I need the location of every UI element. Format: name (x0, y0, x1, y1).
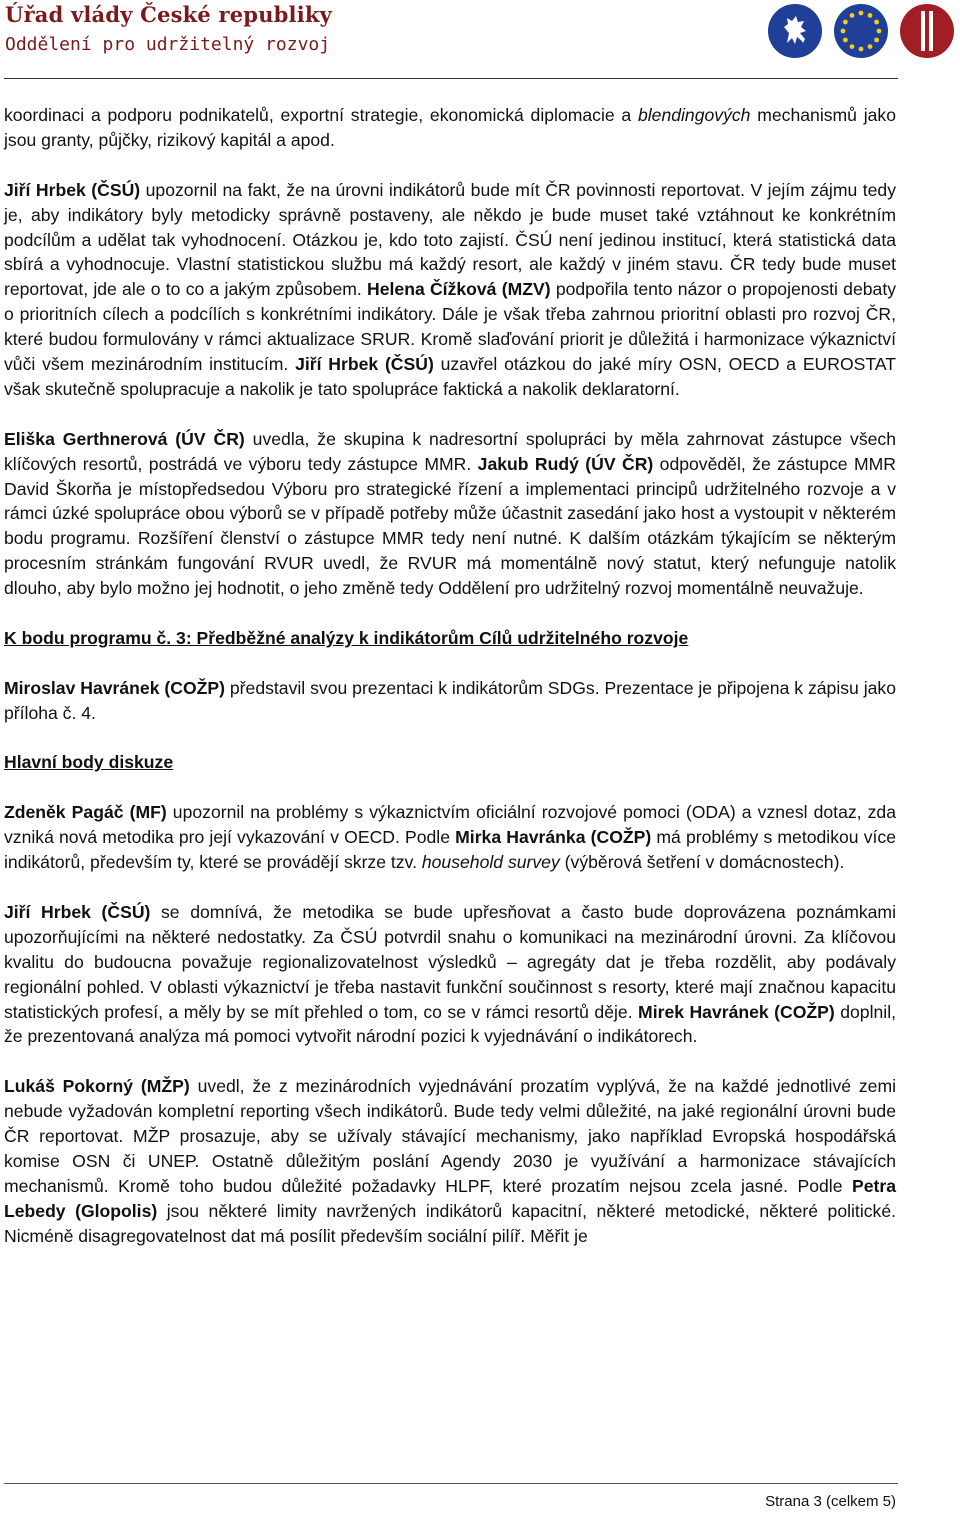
red-round-emblem-icon (899, 3, 955, 59)
paragraph: Eliška Gerthnerová (ÚV ČR) uvedla, že skupina k nadresortní spolupráci by měla zahrnovat zástupce všech klíčových resortů, postrádá ve výboru tedy zástupce MMR. Jakub Rudý (ÚV ČR) odpověděl, že zástupce MMR David Škorňa je místopředsedou Výboru pro strategické řízení a implementaci principů udržitelného rozvoje a v rámci úzké spolupráce obou výborů se v případě potřeby může účastnit zasedání jako host a vystoupit v některém bodu programu. Rozšíření členství o zástupce MMR tedy není nutné. K dalším otázkám týkajícím se některým procesním stránkám fungování RVUR uvedl, že RVUR má momentálně nový statut, který nefunguje natolik dlouho, aby bylo možno jej hodnotit, o jeho změně tedy Oddělení pro udržitelný rozvoj momentálně neuvažuje. (4, 428, 897, 599)
paragraph: Jiří Hrbek (ČSÚ) upozornil na fakt, že na úrovni indikátorů bude mít ČR povinnosti reportovat. V jejím zájmu tedy je, aby indikátory byly metodicky správně postaveny, ale někdo je bude muset také vztáhnout ke konkrétním podcílům a udělat tak vyhodnocení. Otázkou je, kdo toto zajistí. ČSÚ není jedinou institucí, která statistická data sbírá a vyhodnocuje. Vlastní statistickou službu má každý resort, ale každý v jiném stavu. ČR tedy bude muset reportovat, jde ale o to co a jakým způsobem. Helena Čížková (MZV) podpořila tento názor o propojenosti debaty o prioritních cílech a podcílích s konkrétními indikátory. Dále je však třeba zahrnou prioritní oblasti pro rozvoj ČR, které budou formulovány v rámci aktualizace SRUR. Kromě slaďování priorit je důležitá i harmonizace výkaznictví vůči všem mezinárodním institucím. Jiří Hrbek (ČSÚ) uzavřel otázkou do jaké míry OSN, OECD a EUROSTAT však skutečně spolupracuje a nakolik je tato spolupráce faktická a nakolik deklaratorní. (4, 179, 897, 399)
speaker-name: Jakub Rudý (ÚV ČR) (477, 453, 654, 474)
section-heading: Hlavní body diskuze (4, 752, 174, 773)
speaker-name: Jiří Hrbek (ČSÚ) (4, 901, 151, 922)
speaker-name: Eliška Gerthnerová (ÚV ČR) (4, 428, 245, 449)
czech-lion-emblem-icon (767, 3, 823, 59)
paragraph: Jiří Hrbek (ČSÚ) se domnívá, že metodika se bude upřesňovat a často bude doprovázena poznámkami upozorňujícími na některé nedostatky. Za ČSÚ potvrdil snahu o komunikaci na mezinárodní úrovni. Za klíčovou kvalitu do budoucna považuje regionalizovatelnost výsledků – agregáty dat je třeba rozdělit, aby podávaly regionální pohled. V oblasti výkaznictví je třeba nastavit funkční součinnost s resorty, které mají značnou kapacitu statistických profesí, a měly by se mít přehled o tom, co se v rámci resortů děje. Mirek Havránek (COŽP) doplnil, že prezentovaná analýza má pomoci vytvořit národní pozici k vyjednávání o indikátorech. (4, 901, 896, 1047)
document-body (4, 103, 896, 1249)
speaker-name: Mirka Havránka (COŽP) (455, 827, 652, 848)
footer-divider (4, 1483, 898, 1484)
paragraph: Zdeněk Pagáč (MF) upozornil na problémy s výkaznictvím oficiální rozvojové pomoci (ODA) a vznesl dotaz, zda vzniká nová metodika pro její vykazování v OECD. Podle Mirka Havránka (COŽP) má problémy s metodikou více indikátorů, především ty, které se provádějí skrze tzv. household survey (výběrová šetření v domácnostech). (4, 802, 896, 873)
eu-stars-emblem-icon (833, 3, 889, 59)
speaker-name: Lukáš Pokorný (MŽP) (4, 1076, 190, 1097)
page-header (0, 0, 960, 82)
org-name: Úřad vlády České republiky (5, 2, 333, 27)
header-divider (4, 78, 898, 79)
speaker-name: Miroslav Havránek (COŽP) (4, 677, 225, 698)
section-heading: K bodu programu č. 3: Předběžné analýzy k indikátorům Cílů udržitelného rozvoje (4, 627, 689, 648)
page-number: Strana 3 (celkem 5) (765, 1493, 896, 1510)
speaker-name: Jiří Hrbek (ČSÚ) (4, 179, 141, 200)
speaker-name: Mirek Havránek (COŽP) (638, 1001, 835, 1022)
department-name: Oddělení pro udržitelný rozvoj (5, 34, 331, 55)
paragraph: Lukáš Pokorný (MŽP) uvedl, že z mezinárodních vyjednávání prozatím vyplývá, že na každé jednotlivé zemi nebude vyžadován kompletní reporting všech indikátorů. Bude tedy velmi důležité, na jaké regionální úrovni bude ČR reportovat. MŽP prosazuje, aby se užívaly stávající mechanismy, jako například Evropská hospodářská komise OSN či UNEP. Ostatně důležitým poslání Agendy 2030 je využívání a harmonizace stávajících mechanismů. Kromě toho budou důležité požadavky HLPF, které prozatím nejsou zcela jasné. Podle Petra Lebedy (Glopolis) jsou některé limity navržených indikátorů kapacitní, některé metodické, některé politické. Nicméně disagregovatelnost dat má posílit především sociální pilíř. Měřit je (4, 1076, 897, 1246)
paragraph: Miroslav Havránek (COŽP) představil svou prezentaci k indikátorům SDGs. Prezentace je připojena k zápisu jako příloha č. 4. (4, 677, 896, 723)
speaker-name: Petra Lebedy (Glopolis) (4, 1175, 896, 1221)
speaker-name: Zdeněk Pagáč (MF) (4, 802, 167, 823)
speaker-name: Jiří Hrbek (ČSÚ) (295, 354, 434, 375)
speaker-name: Helena Čížková (MZV) (367, 279, 551, 300)
paragraph: koordinaci a podporu podnikatelů, exportní strategie, ekonomická diplomacie a blendingových mechanismů jako jsou granty, půjčky, rizikový kapitál a apod. (4, 105, 896, 150)
